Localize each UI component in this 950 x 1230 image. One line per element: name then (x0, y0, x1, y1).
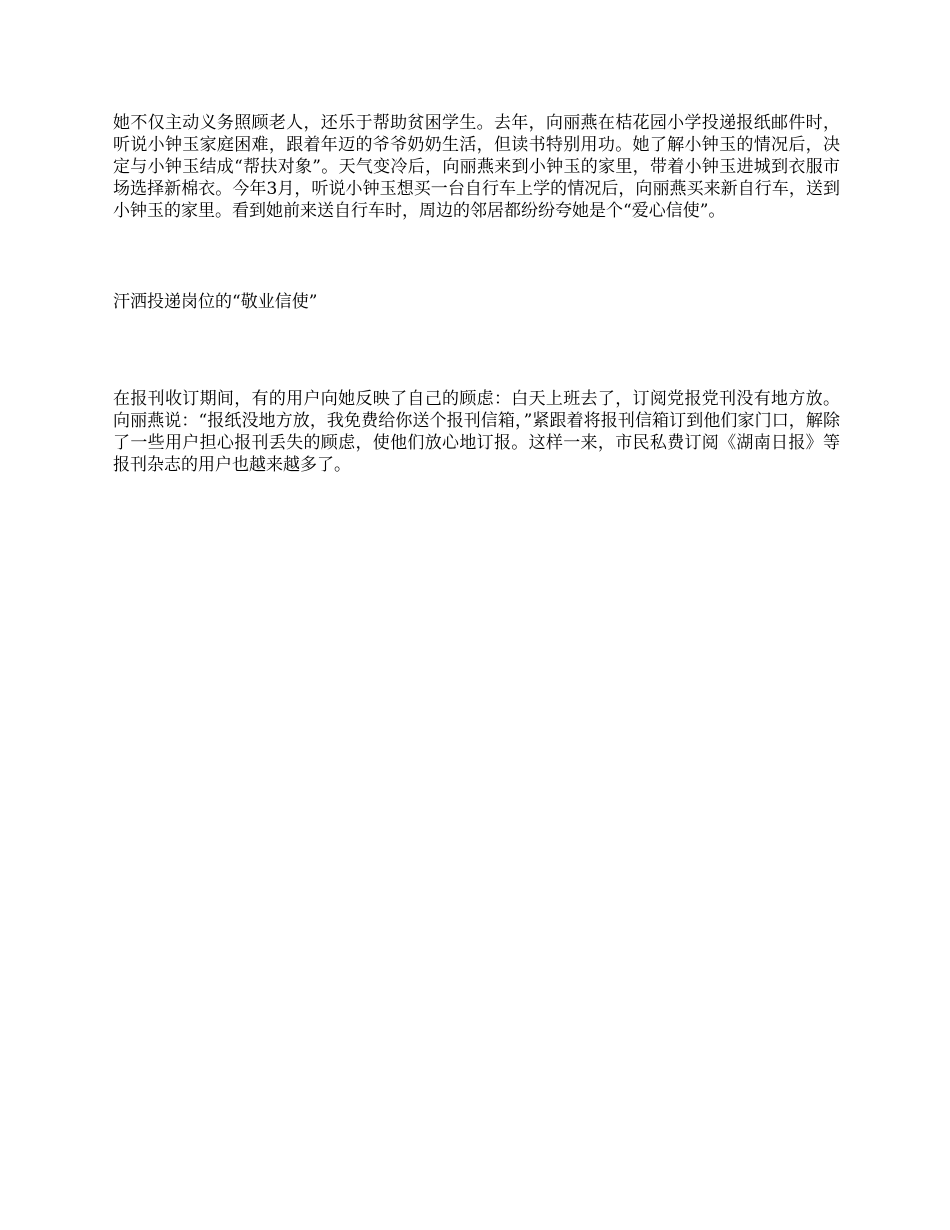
section-heading: 汗洒投递岗位的“敬业信使” (113, 292, 318, 312)
body-paragraph-1: 她不仅主动义务照顾老人，还乐于帮助贫困学生。去年，向丽燕在桔花园小学投递报纸邮件时，听说小钟玉家庭困难，跟着年迈的爷爷奶奶生活，但读书特别用功。她了解小钟玉的情况后，决定与小钟玉结成“帮扶对象”。天气变冷后，向丽燕来到小钟玉的家里，带着小钟玉进城到衣服市场选择新棉衣。今年3月，听说小钟玉想买一台自行车上学的情况后，向丽燕买来新自行车，送到小钟玉的家里。看到她前来送自行车时，周边的邻居都纷纷夸她是个“爱心信使”。 (113, 113, 840, 221)
body-paragraph-2: 在报刊收订期间，有的用户向她反映了自己的顾虑：白天上班去了，订阅党报党刊没有地方放。向丽燕说：“报纸没地方放，我免费给你送个报刊信箱，”紧跟着将报刊信箱订到他们家门口，解除了一些用户担心报刊丢失的顾虑，使他们放心地订报。这样一来，市民私费订阅《湖南日报》等报刊杂志的用户也越来越多了。 (113, 389, 840, 475)
document-page (113, 112, 840, 476)
